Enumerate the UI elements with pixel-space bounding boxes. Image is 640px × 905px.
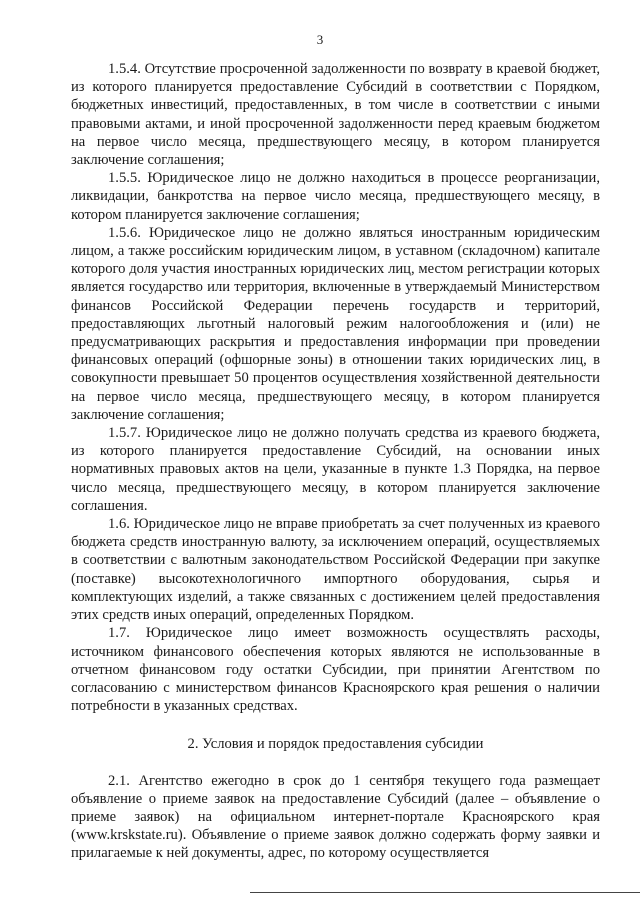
section-heading: 2. Условия и порядок предоставления субсидии [187, 736, 484, 753]
paragraph-1-7: 1.7. Юридическое лицо имеет возможность осуществлять расходы, источником финансового обеспечения которых являются не использованные в отчетном финансовом году остатки Субсидии, при принятии Агентством по согласованию с министерством финансов Красноярского края решения о наличии потребности в указанных средствах. [71, 625, 600, 715]
page-number: 3 [316, 32, 324, 47]
paragraph-2-1: 2.1. Агентство ежегодно в срок до 1 сентября текущего года размещает объявление о приеме заявок на предоставление Субсидий (далее – объявление о приеме заявок) на официальном интернет-портале Красноярского края (www.krskstate.ru). Объявление о приеме заявок должно содержать форму заявки и прилагаемые к ней документы, адрес, по которому осуществляется [71, 772, 600, 862]
paragraph-1-5-7: 1.5.7. Юридическое лицо не должно получать средства из краевого бюджета, из которого планируется предоставление Субсидий, на основании иных нормативных правовых актов на цели, указанные в пункте 1.3 Порядка, на первое число месяца, предшествующего месяцу, в котором планируется заключение соглашения. [71, 425, 600, 514]
bottom-rule [250, 892, 640, 893]
paragraph-1-6: 1.6. Юридическое лицо не вправе приобретать за счет полученных из краевого бюджета средств иностранную валюту, за исключением операций, осуществляемых в соответствии с валютным законодательством Российской Федерации при закупке (поставке) высокотехнологичного импортного оборудования, сырья и комплектующих изделий, а также связанных с достижением целей предоставления этих средств иных операций, определенных Порядком. [71, 516, 600, 624]
paragraph-1-5-4: 1.5.4. Отсутствие просроченной задолженности по возврату в краевой бюджет, из которого планируется предоставление Субсидий в соответствии с Порядком, бюджетных инвестиций, предоставленных, в том числе в соответствии с иными правовыми актами, и иной просроченной задолженности перед краевым бюджетом на первое число месяца, предшествующего месяцу, в котором планируется заключение соглашения; [71, 61, 600, 169]
document-body [71, 60, 600, 863]
paragraph-1-5-5: 1.5.5. Юридическое лицо не должно находиться в процессе реорганизации, ликвидации, банкротства на первое число месяца, предшествующего месяцу, в котором планируется заключение соглашения; [71, 170, 600, 223]
paragraph-1-5-6: 1.5.6. Юридическое лицо не должно являться иностранным юридическим лицом, а также российским юридическим лицом, в уставном (складочном) капитале которого доля участия иностранных юридических лиц, местом регистрации которых является государство или территория, включенные в утверждаемый Министерством финансов Российской Федерации перечень государств и территорий, предоставляющих льготный налоговый режим налогообложения и (или) не предусматривающих раскрытия и предоставления информации при проведении финансовых операций (офшорные зоны) в отношении таких юридических лиц, в совокупности превышает 50 процентов осуществления хозяйственной деятельности на первое число месяца, предшествующего месяцу, в котором планируется заключение соглашения; [71, 224, 600, 423]
